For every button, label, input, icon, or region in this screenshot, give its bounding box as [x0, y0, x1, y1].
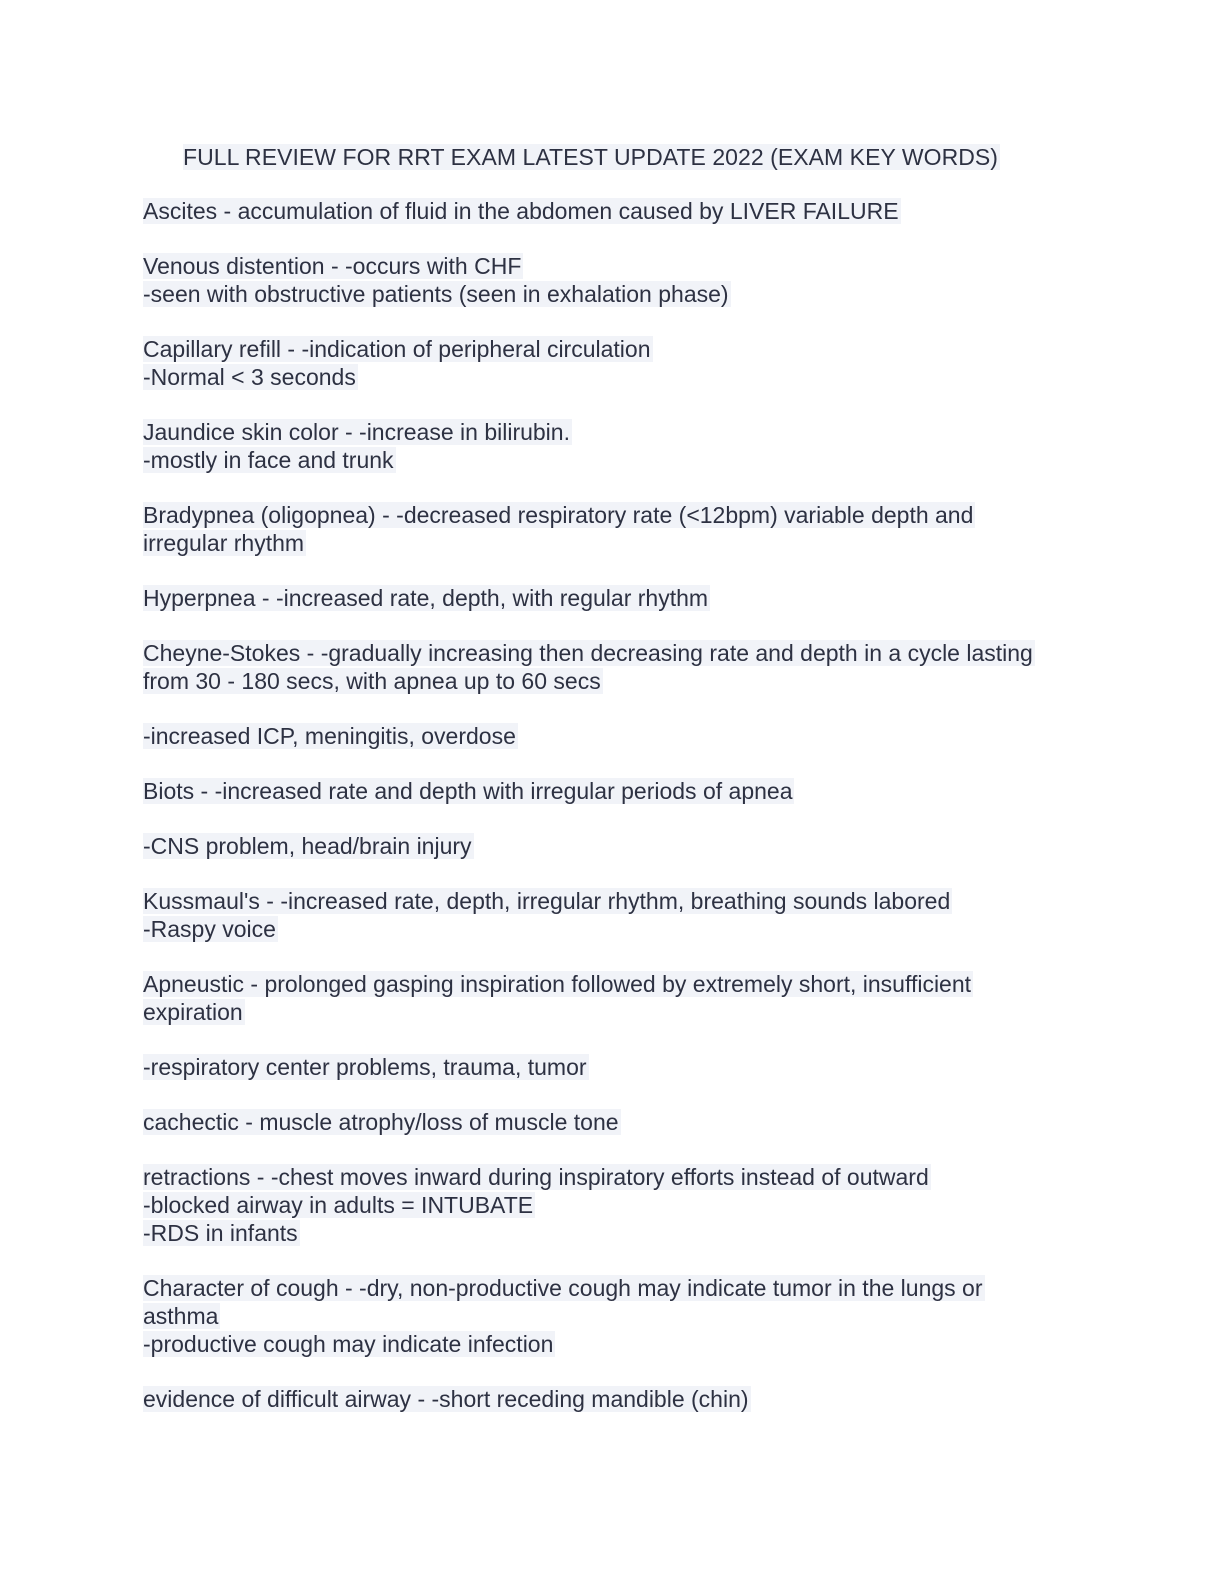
- entry-line: [143, 197, 1083, 225]
- entry-line: [143, 1385, 1083, 1413]
- entry-line: [143, 639, 1083, 667]
- entry-line-text: Jaundice skin color - -increase in bilirubin.: [143, 419, 570, 445]
- entry-line-text: Capillary refill - -indication of peripheral circulation: [143, 336, 651, 362]
- entry-line-text: expiration: [143, 999, 243, 1025]
- entry-line: [143, 915, 1083, 943]
- entry-line: [143, 1108, 1083, 1136]
- entry-line-text: evidence of difficult airway - -short receding mandible (chin): [143, 1386, 749, 1412]
- entry-line-text: -mostly in face and trunk: [143, 447, 394, 473]
- review-entry: [143, 584, 1083, 612]
- entry-line: [143, 1219, 1083, 1247]
- review-entry: [143, 197, 1083, 225]
- entry-line: [143, 1053, 1083, 1081]
- review-entry: [143, 1053, 1083, 1081]
- entry-line-text: -productive cough may indicate infection: [143, 1331, 554, 1357]
- review-entry: [143, 252, 1083, 308]
- document-title: [183, 143, 1000, 171]
- entry-line-text: -Raspy voice: [143, 916, 276, 942]
- review-entry: [143, 1274, 1083, 1358]
- entry-line-text: -respiratory center problems, trauma, tumor: [143, 1054, 587, 1080]
- entry-line: [143, 970, 1083, 998]
- entry-line: [143, 529, 1083, 557]
- entry-line-text: irregular rhythm: [143, 530, 305, 556]
- entry-line: [143, 584, 1083, 612]
- entry-line-text: Cheyne-Stokes - -gradually increasing then decreasing rate and depth in a cycle lasting: [143, 640, 1033, 666]
- entry-line: [143, 1191, 1083, 1219]
- entry-line-text: -seen with obstructive patients (seen in exhalation phase): [143, 281, 729, 307]
- review-entry: [143, 777, 1083, 805]
- review-entry: [143, 1163, 1083, 1247]
- entry-line-text: Hyperpnea - -increased rate, depth, with regular rhythm: [143, 585, 709, 611]
- review-entry: [143, 501, 1083, 557]
- entry-line: [143, 667, 1083, 695]
- entry-line: [143, 335, 1083, 363]
- document-body: [143, 197, 1083, 1440]
- review-entry: [143, 418, 1083, 474]
- entry-line: [143, 363, 1083, 391]
- review-entry: [143, 335, 1083, 391]
- review-entry: [143, 832, 1083, 860]
- entry-line-text: -Normal < 3 seconds: [143, 364, 356, 390]
- entry-line-text: cachectic - muscle atrophy/loss of muscle tone: [143, 1109, 619, 1135]
- entry-line-text: -blocked airway in adults = INTUBATE: [143, 1192, 534, 1218]
- entry-line: [143, 777, 1083, 805]
- review-entry: [143, 1108, 1083, 1136]
- entry-line: [143, 252, 1083, 280]
- entry-line: [143, 280, 1083, 308]
- entry-line-text: Kussmaul's - -increased rate, depth, irregular rhythm, breathing sounds labored: [143, 888, 951, 914]
- entry-line-text: Ascites - accumulation of fluid in the abdomen caused by LIVER FAILURE: [143, 198, 899, 224]
- entry-line: [143, 1274, 1083, 1302]
- entry-line-text: retractions - -chest moves inward during inspiratory efforts instead of outward: [143, 1164, 929, 1190]
- entry-line-text: Venous distention - -occurs with CHF: [143, 253, 522, 279]
- entry-line-text: Biots - -increased rate and depth with irregular periods of apnea: [143, 778, 793, 804]
- entry-line-text: -RDS in infants: [143, 1220, 298, 1246]
- review-entry: [143, 1385, 1083, 1413]
- entry-line: [143, 1163, 1083, 1191]
- document-title-text: FULL REVIEW FOR RRT EXAM LATEST UPDATE 2022 (EXAM KEY WORDS): [183, 144, 998, 170]
- entry-line: [143, 722, 1083, 750]
- entry-line-text: asthma: [143, 1303, 219, 1329]
- entry-line-text: from 30 - 180 secs, with apnea up to 60 secs: [143, 668, 601, 694]
- entry-line: [143, 832, 1083, 860]
- entry-line: [143, 501, 1083, 529]
- entry-line-text: -CNS problem, head/brain injury: [143, 833, 472, 859]
- entry-line-text: Character of cough - -dry, non-productive cough may indicate tumor in the lungs or: [143, 1275, 983, 1301]
- review-entry: [143, 639, 1083, 695]
- review-entry: [143, 970, 1083, 1026]
- entry-line: [143, 1330, 1083, 1358]
- review-entry: [143, 887, 1083, 943]
- entry-line-text: Apneustic - prolonged gasping inspiration followed by extremely short, insufficient: [143, 971, 972, 997]
- entry-line: [143, 418, 1083, 446]
- entry-line-text: Bradypnea (oligopnea) - -decreased respiratory rate (<12bpm) variable depth and: [143, 502, 974, 528]
- entry-line: [143, 446, 1083, 474]
- entry-line: [143, 1302, 1083, 1330]
- entry-line-text: -increased ICP, meningitis, overdose: [143, 723, 516, 749]
- entry-line: [143, 887, 1083, 915]
- review-entry: [143, 722, 1083, 750]
- entry-line: [143, 998, 1083, 1026]
